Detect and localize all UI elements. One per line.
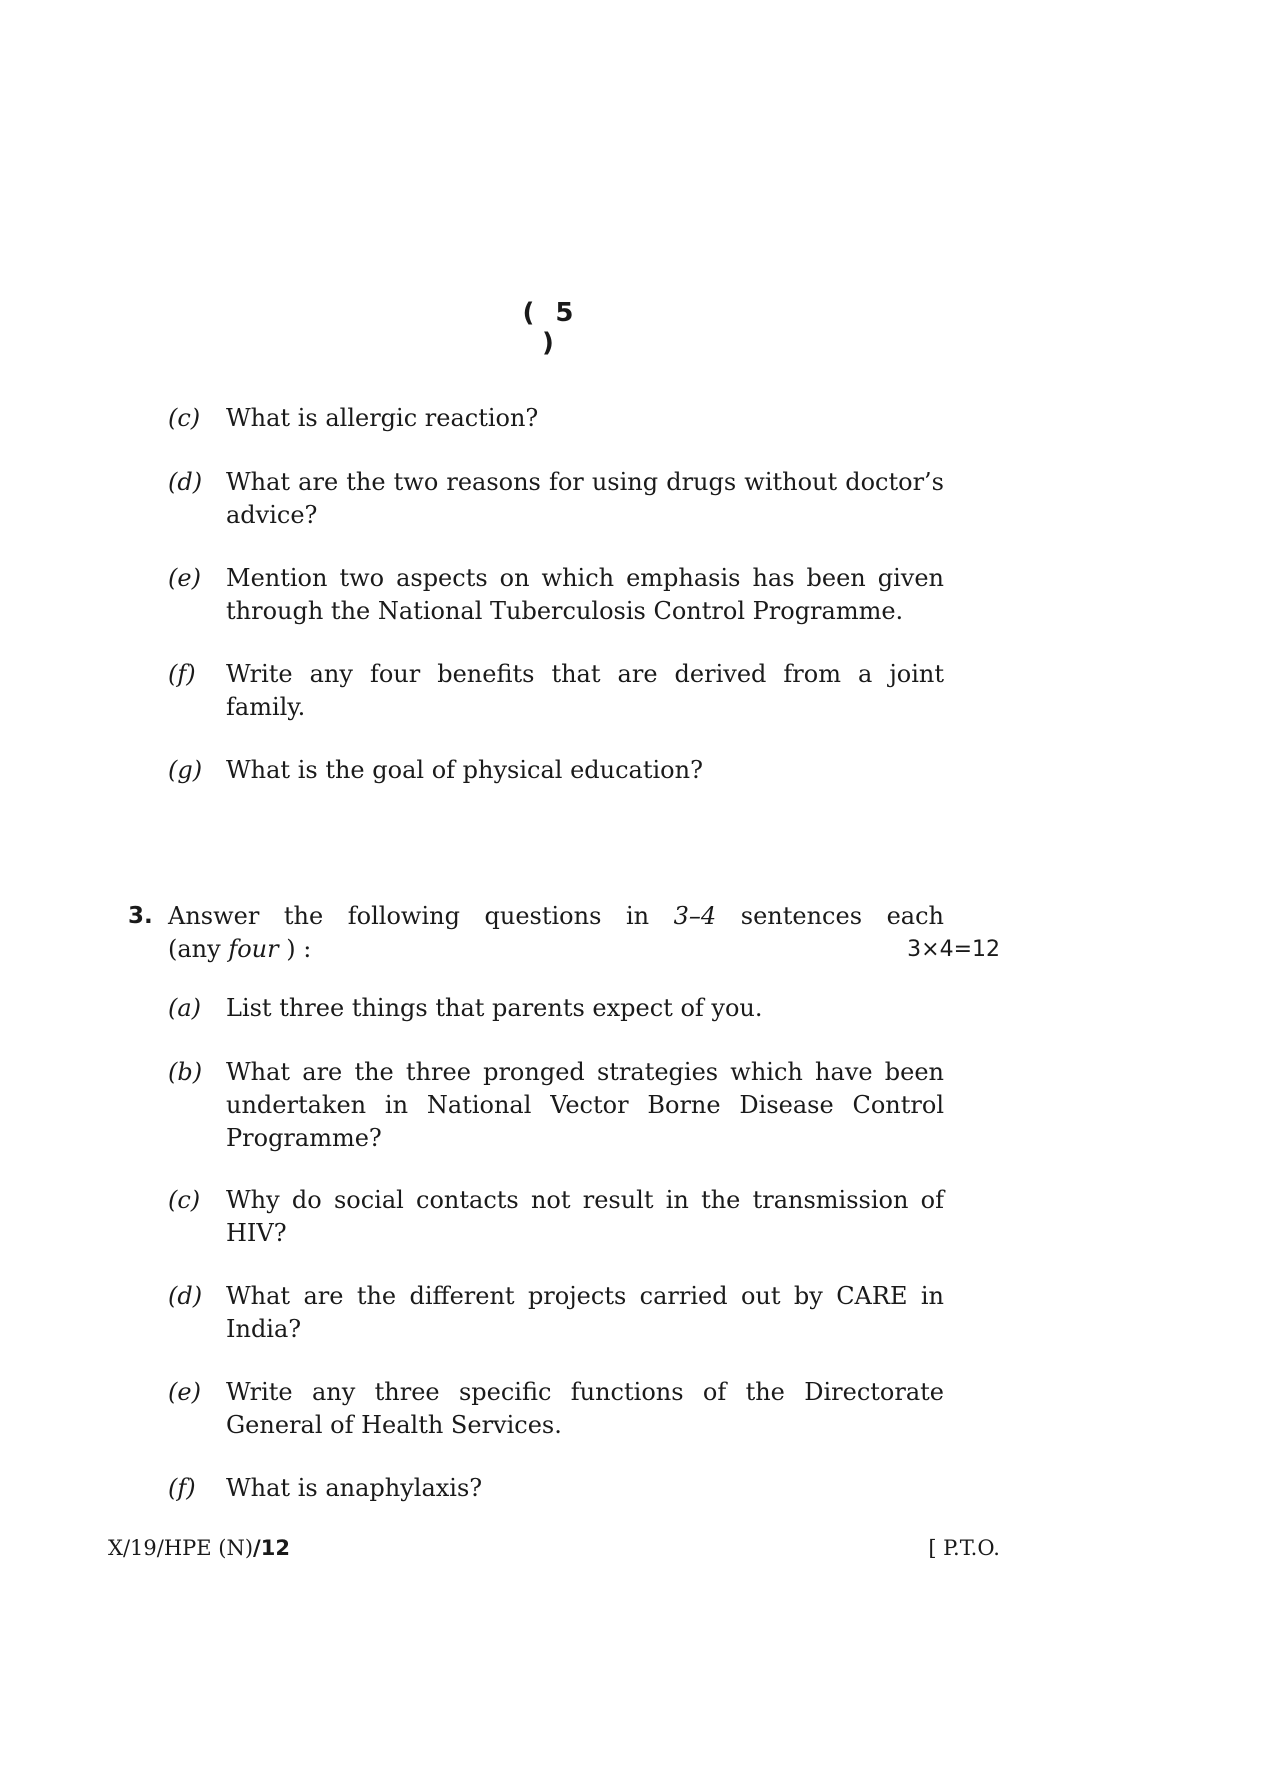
item-text: What is anaphylaxis? (226, 1474, 483, 1502)
instruction-text-end: sentences each (716, 902, 944, 930)
item-text: Why do social contacts not result in the transmission of HIV? (226, 1186, 944, 1247)
question-3-heading (128, 900, 1000, 966)
question-3f (168, 1472, 944, 1505)
question-3d (168, 1280, 944, 1346)
paper-code-suffix: /12 (253, 1536, 290, 1560)
question-number: 3. (128, 903, 153, 929)
paper-code-prefix: X/19/HPE (N) (108, 1536, 254, 1560)
paper-code (108, 1536, 290, 1560)
question-3e (168, 1376, 944, 1442)
item-label: (g) (168, 756, 203, 784)
item-text: What are the two reasons for using drugs without doctor’s advice? (226, 468, 944, 529)
question-2c (168, 402, 944, 435)
pto-note: [ P.T.O. (928, 1536, 1000, 1560)
item-text: Write any three specific functions of the Directorate General of Health Services. (226, 1378, 944, 1439)
item-text: What are the three pronged strategies which have been undertaken in National Vector Borne Disease Control Programme? (226, 1058, 944, 1152)
instruction-any-close: ) : (278, 935, 312, 963)
page-number: ( 5 ) (522, 298, 580, 358)
item-label: (c) (168, 1186, 201, 1214)
question-2f (168, 658, 944, 724)
instruction-any-word: four (228, 935, 279, 963)
item-label: (d) (168, 468, 203, 496)
item-label: (f) (168, 660, 196, 688)
item-label: (e) (168, 564, 201, 592)
item-text: Mention two aspects on which emphasis has been given through the National Tuberculosis Control Programme. (226, 564, 944, 625)
item-text: What is the goal of physical education? (226, 756, 703, 784)
item-label: (c) (168, 404, 201, 432)
item-label: (f) (168, 1474, 196, 1502)
question-instruction-any (168, 933, 311, 966)
item-label: (d) (168, 1282, 203, 1310)
question-2g (168, 754, 944, 787)
instruction-text: Answer the following questions in (168, 902, 674, 930)
question-3c (168, 1184, 944, 1250)
item-label: (a) (168, 994, 202, 1022)
item-text: List three things that parents expect of you. (226, 994, 763, 1022)
instruction-any-open: (any (168, 935, 229, 963)
question-3a (168, 992, 944, 1025)
item-text: What is allergic reaction? (226, 404, 539, 432)
item-label: (e) (168, 1378, 201, 1406)
marks-allocation: 3×4=12 (907, 937, 1000, 962)
question-2d (168, 466, 944, 532)
item-label: (b) (168, 1058, 203, 1086)
instruction-range: 3–4 (673, 902, 717, 930)
item-text: What are the different projects carried out by CARE in India? (226, 1282, 944, 1343)
item-text: Write any four benefits that are derived from a joint family. (226, 660, 944, 721)
question-2e (168, 562, 944, 628)
question-3b (168, 1056, 944, 1155)
question-instruction (168, 900, 944, 933)
